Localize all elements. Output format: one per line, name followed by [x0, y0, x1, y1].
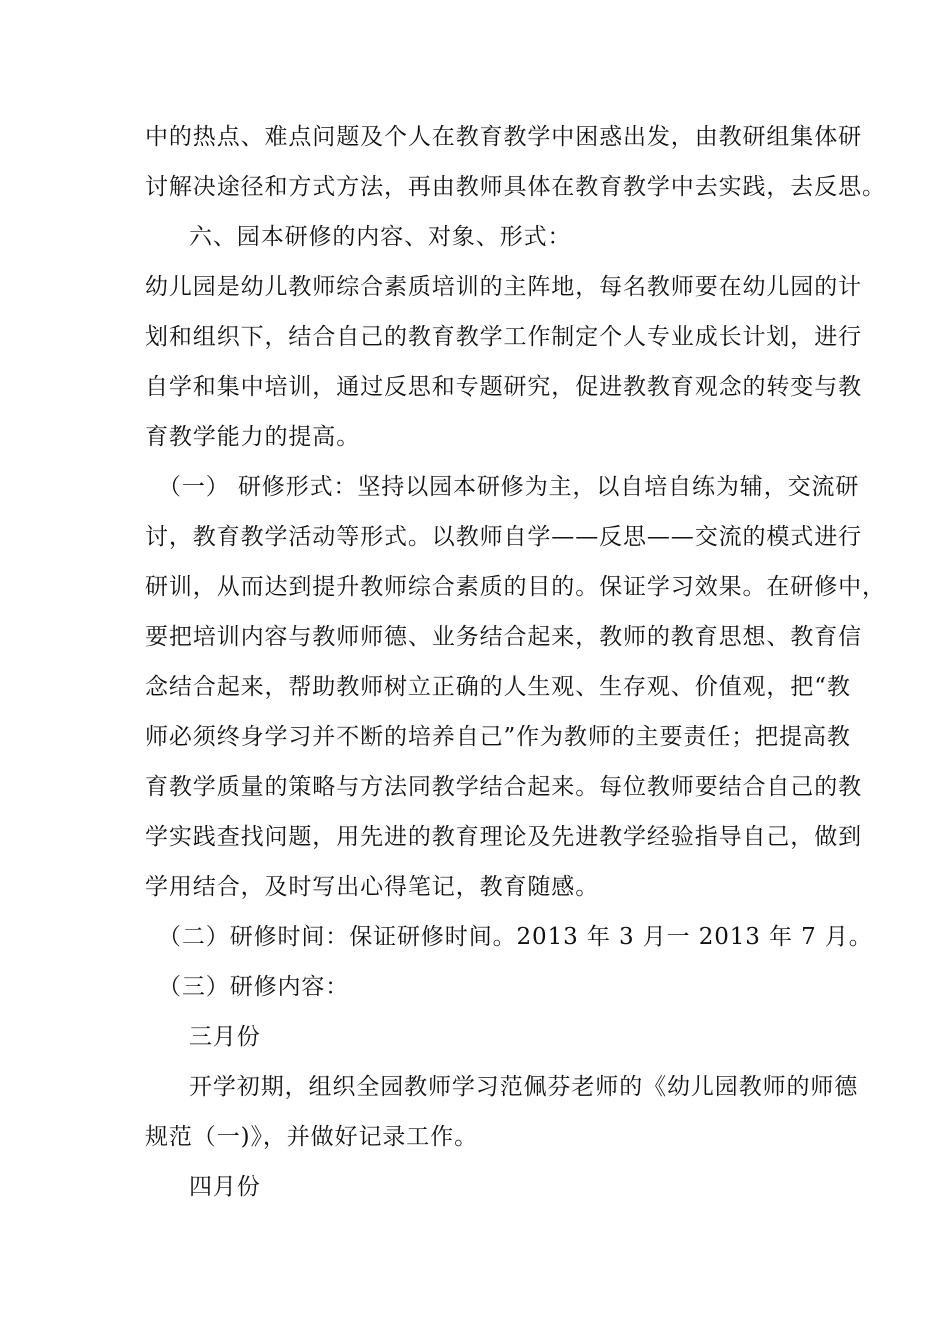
text-line: 划和组织下，结合自己的教育教学工作制定个人专业成长计划，进行 — [145, 324, 862, 350]
text-line: 规范（一)》，并做好记录工作。 — [145, 1124, 478, 1150]
text-line: 中的热点、难点问题及个人在教育教学中困惑出发，由教研组集体研 — [145, 124, 862, 150]
text-line: 师必须终身学习并不断的培养自己”作为教师的主要责任；把提高教 — [145, 724, 851, 750]
text-line: 学用结合，及时写出心得笔记，教育随感。 — [145, 874, 600, 900]
text-line: 育教学质量的策略与方法同教学结合起来。每位教师要结合自己的教 — [145, 774, 862, 800]
text-line: 开学初期，组织全园教师学习范佩芬老师的《幼儿园教师的师德 — [189, 1074, 859, 1100]
subsection-heading: （三）研修内容： — [158, 974, 350, 1000]
subsection-heading: （二）研修时间：保证研修时间。2013 年 3 月一 2013 年 7 月。 — [158, 924, 873, 950]
text-line: 学实践查找问题，用先进的教育理论及先进教学经验指导自己，做到 — [145, 824, 862, 850]
text-line: 要把培训内容与教师师德、业务结合起来，教师的教育思想、教育信 — [145, 624, 862, 650]
section-heading: 六、园本研修的内容、对象、形式： — [189, 224, 572, 250]
text-line: 自学和集中培训，通过反思和专题研究，促进教教育观念的转变与教 — [145, 374, 862, 400]
text-line: 育教学能力的提高。 — [145, 424, 361, 450]
text-line: 讨解决途径和方式方法，再由教师具体在教育教学中去实践，去反思。 — [145, 174, 886, 200]
text-line: 念结合起来，帮助教师树立正确的人生观、生存观、价值观，把“教 — [145, 674, 851, 700]
subsection-heading: （一） 研修形式：坚持以园本研修为主，以自培自练为辅，交流研 — [158, 474, 860, 500]
month-heading: 四月份 — [189, 1174, 261, 1200]
text-line: 研训，从而达到提升教师综合素质的目的。保证学习效果。在研修中， — [145, 574, 886, 600]
month-heading: 三月份 — [189, 1024, 261, 1050]
text-line: 幼儿园是幼儿教师综合素质培训的主阵地，每名教师要在幼儿园的计 — [145, 274, 862, 300]
text-line: 讨，教育教学活动等形式。以教师自学——反思——交流的模式进行 — [145, 524, 862, 550]
